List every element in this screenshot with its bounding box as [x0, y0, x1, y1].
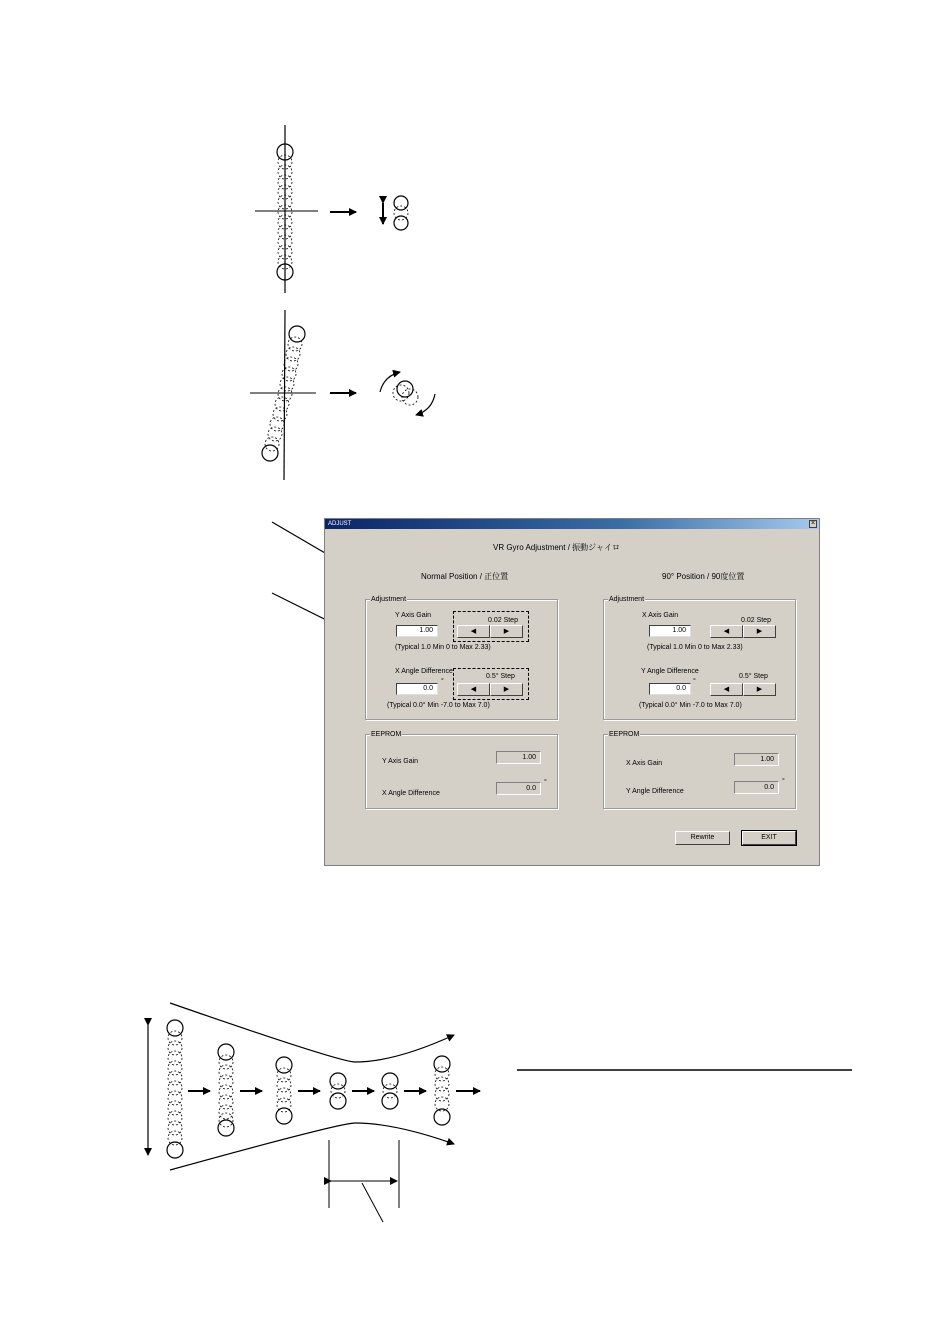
degree-mark: ° — [544, 779, 547, 786]
convergence-diagram — [148, 1003, 480, 1222]
rotated-eeprom-angle-value: 0.0 — [734, 781, 779, 794]
adjust-dialog — [324, 518, 820, 866]
normal-angle-input[interactable]: 0.0 — [396, 683, 438, 695]
group-label: Adjustment — [609, 596, 645, 603]
rotated-eeprom-gain-value: 1.00 — [734, 753, 779, 766]
normal-eeprom-angle-label: X Angle Difference — [382, 790, 440, 797]
rotated-gain-input[interactable]: 1.00 — [649, 625, 691, 637]
window-title: ADJUST — [328, 521, 352, 527]
normal-eeprom-gain-label: Y Axis Gain — [382, 758, 419, 765]
rotated-gain-increase-button[interactable]: ▶ — [743, 625, 776, 638]
normal-gain-increase-button[interactable]: ▶ — [490, 625, 523, 638]
degree-mark: ° — [441, 678, 444, 685]
dialog-heading: VR Gyro Adjustment / 振動ジャイロ — [493, 543, 620, 552]
normal-angle-label: X Angle Difference — [395, 668, 453, 675]
normal-angle-step: 0.5° Step — [486, 673, 515, 680]
vertical-misalignment-diagram — [255, 125, 408, 293]
rotated-angle-input[interactable]: 0.0 — [649, 683, 691, 695]
rotated-gain-hint: (Typical 1.0 Min 0 to Max 2.33) — [647, 644, 743, 651]
rotated-gain-label: X Axis Gain — [642, 612, 679, 619]
close-icon[interactable]: × — [810, 520, 816, 527]
rotated-angle-decrease-button[interactable]: ◀ — [710, 683, 743, 696]
rotated-gain-decrease-button[interactable]: ◀ — [710, 625, 743, 638]
normal-eeprom-gain-value: 1.00 — [496, 751, 541, 764]
degree-mark: ° — [782, 778, 785, 785]
normal-angle-decrease-button[interactable]: ◀ — [457, 683, 490, 696]
degree-mark: ° — [693, 678, 696, 685]
group-label: EEPROM — [609, 731, 640, 738]
tilted-misalignment-diagram — [250, 310, 435, 480]
normal-position-title: Normal Position / 正位置 — [421, 572, 509, 581]
rotated-angle-step: 0.5° Step — [739, 673, 768, 680]
rotated-eeprom-angle-label: Y Angle Difference — [626, 788, 684, 795]
rotated-eeprom-gain-label: X Axis Gain — [626, 760, 663, 767]
highlight-box-angle — [453, 668, 529, 700]
rotated-gain-step: 0.02 Step — [741, 617, 771, 624]
rotated-position-title: 90° Position / 90度位置 — [662, 572, 745, 581]
group-label: Adjustment — [371, 596, 407, 603]
group-label: EEPROM — [371, 731, 402, 738]
rewrite-button[interactable]: Rewrite — [675, 831, 730, 845]
highlight-box-gain — [453, 611, 529, 642]
title-bar — [325, 519, 819, 529]
normal-gain-hint: (Typical 1.0 Min 0 to Max 2.33) — [395, 644, 491, 651]
exit-button[interactable]: EXIT — [742, 831, 796, 845]
rotated-angle-increase-button[interactable]: ▶ — [743, 683, 776, 696]
normal-gain-label: Y Axis Gain — [395, 612, 432, 619]
rotated-angle-label: Y Angle Difference — [641, 668, 699, 675]
normal-gain-input[interactable]: 1.00 — [396, 625, 438, 637]
rotated-eeprom-group — [603, 731, 796, 809]
normal-gain-decrease-button[interactable]: ◀ — [457, 625, 490, 638]
normal-eeprom-angle-value: 0.0 — [496, 782, 541, 795]
normal-angle-hint: (Typical 0.0° Min -7.0 to Max 7.0) — [387, 702, 490, 709]
normal-gain-step: 0.02 Step — [488, 617, 518, 624]
normal-angle-increase-button[interactable]: ▶ — [490, 683, 523, 696]
rotated-angle-hint: (Typical 0.0° Min -7.0 to Max 7.0) — [639, 702, 742, 709]
